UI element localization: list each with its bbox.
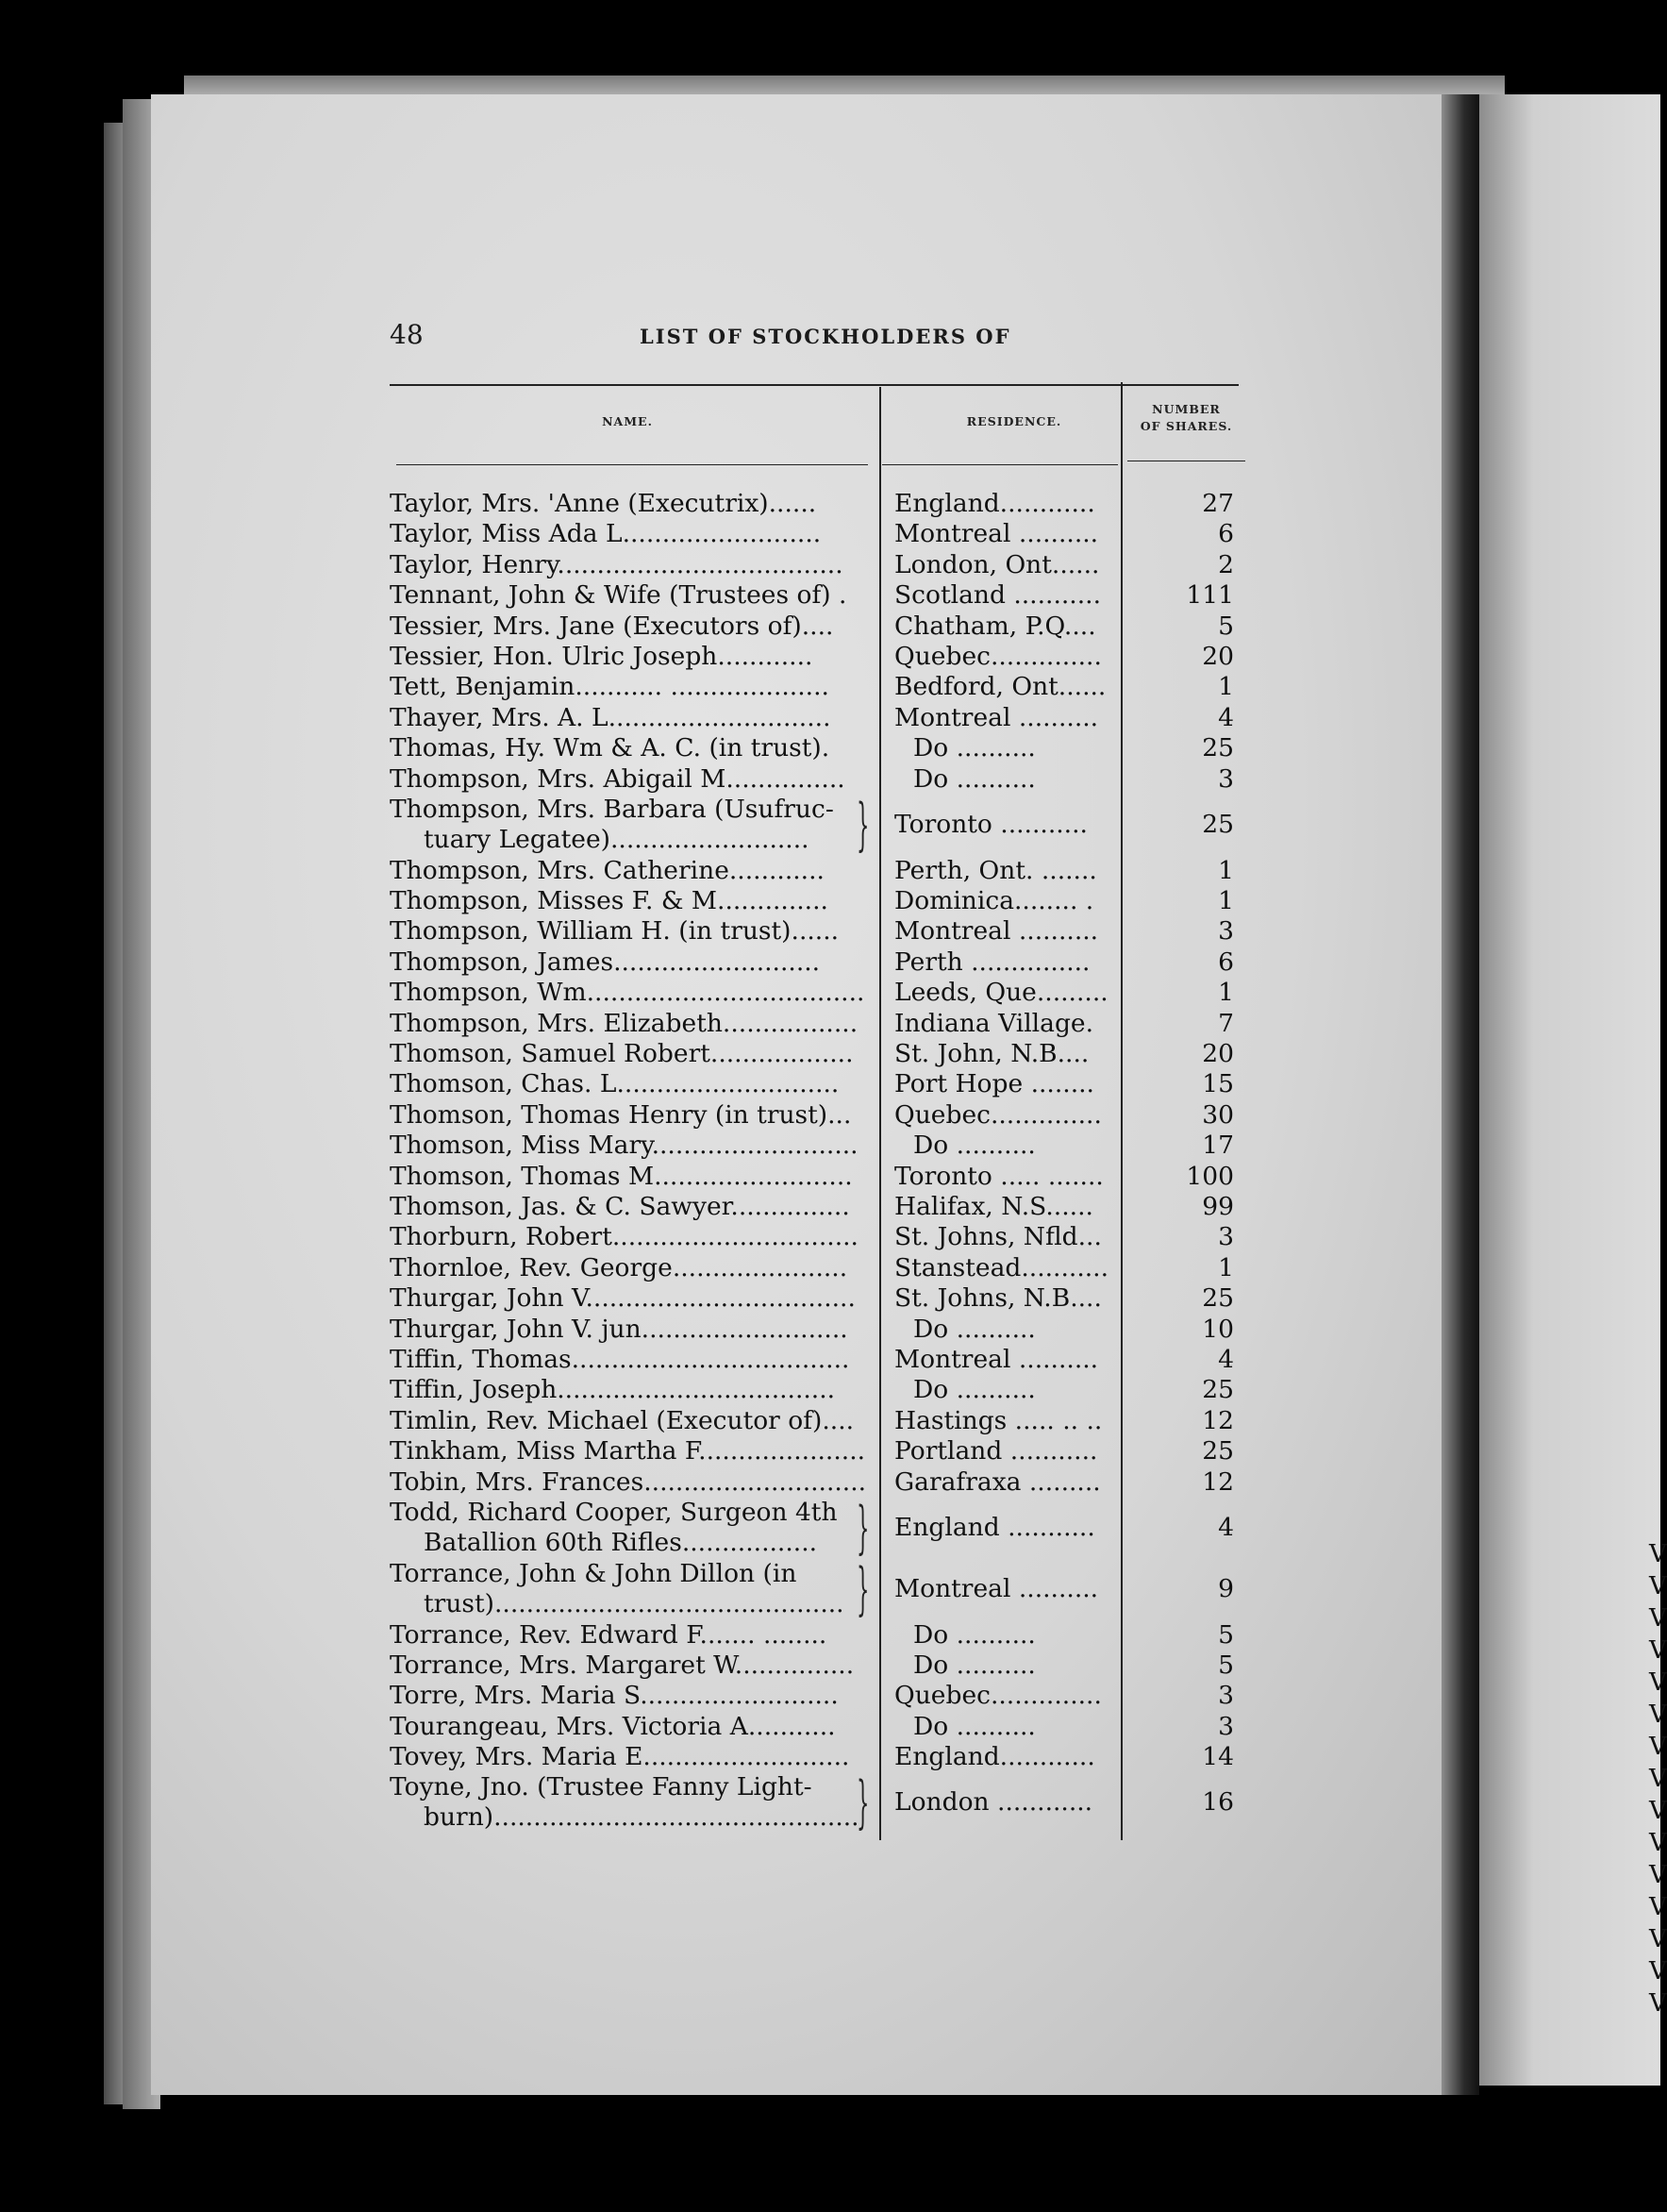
- stockholder-name-line1: Tobin, Mrs. Frances............................: [390, 1466, 867, 1497]
- stockholder-name-line1: Thomson, Thomas M.........................: [390, 1161, 853, 1191]
- table-row: [390, 703, 1267, 733]
- stockholder-residence: Portland ...........: [894, 1436, 1098, 1466]
- stockholder-name-line2: burn)..............................................: [424, 1802, 859, 1833]
- stockholder-shares: 4: [1218, 702, 1234, 732]
- stockholder-residence: Do ..........: [913, 1314, 1036, 1344]
- stockholder-residence: Dominica........ .: [894, 886, 1094, 916]
- stockholder-name-line1: Thompson, Mrs. Barbara (Usufruc-: [390, 794, 834, 824]
- stockholder-name-line1: Taylor, Mrs. 'Anne (Executrix)......: [390, 489, 817, 518]
- stockholder-residence: Indiana Village.: [894, 1008, 1094, 1038]
- stockholder-name-line1: Thorburn, Robert...............................: [390, 1222, 859, 1252]
- stockholder-residence: Do ..........: [913, 1131, 1036, 1161]
- stockholder-name: [390, 1039, 875, 1069]
- stockholder-name: [390, 1069, 875, 1099]
- stockholder-name: [390, 1222, 875, 1252]
- stockholder-residence: Do ..........: [913, 1375, 1036, 1405]
- stockholder-name-line1: Thompson, William H. (in trust)......: [390, 916, 840, 947]
- stockholder-residence: London ............: [894, 1787, 1093, 1818]
- stockholder-name: [390, 1769, 875, 1836]
- table-row: [390, 1712, 1267, 1742]
- stockholder-residence: England............: [894, 489, 1095, 518]
- stockholder-name: [390, 1315, 875, 1345]
- stockholder-name-line1: Thomson, Jas. & C. Sawyer...............: [390, 1192, 850, 1221]
- stockholder-residence: Leeds, Que.........: [894, 978, 1109, 1008]
- stockholder-name-line1: Tessier, Mrs. Jane (Executors of)....: [390, 611, 834, 641]
- table-row: [390, 1283, 1267, 1314]
- stockholder-name-line1: Thompson, Mrs. Catherine............: [390, 855, 825, 885]
- table-row: [390, 672, 1267, 702]
- stockholder-residence: Garafraxa .........: [894, 1466, 1101, 1497]
- table-row: [390, 580, 1267, 611]
- stockholder-name: [390, 1406, 875, 1436]
- stockholder-shares: 12: [1202, 1405, 1234, 1435]
- stockholder-name-line1: Tett, Benjamin........... ....................: [390, 672, 829, 702]
- stockholder-shares: 99: [1202, 1192, 1234, 1221]
- stockholder-residence: Chatham, P.Q....: [894, 611, 1096, 641]
- stockholder-name: [390, 489, 875, 519]
- stockholder-name-line1: Tiffin, Thomas...................................: [390, 1344, 850, 1374]
- table-row: [390, 1162, 1267, 1192]
- header-top-rule: [390, 384, 1239, 386]
- running-head: [390, 319, 1239, 357]
- stockholder-name: [390, 519, 875, 549]
- stockholder-name-line1: Taylor, Henry....................................: [390, 549, 843, 579]
- stockholder-name: [390, 1100, 875, 1131]
- table-row: [390, 489, 1267, 519]
- stockholder-shares: 1: [1218, 1252, 1234, 1282]
- stockholder-shares: 17: [1202, 1131, 1234, 1161]
- stockholder-shares: 4: [1218, 1344, 1234, 1374]
- stockholder-shares: 5: [1218, 611, 1234, 641]
- stockholder-shares: 25: [1202, 1436, 1234, 1466]
- table-row: [390, 1192, 1267, 1222]
- table-row: [390, 791, 1267, 858]
- stockholder-shares: 3: [1218, 763, 1234, 794]
- stockholder-residence: Quebec..............: [894, 1681, 1102, 1711]
- stockholder-residence: St. Johns, Nfld...: [894, 1222, 1102, 1252]
- stockholder-shares: 6: [1218, 519, 1234, 549]
- stockholder-residence: England ...........: [894, 1512, 1095, 1542]
- stockholder-name: [390, 916, 875, 947]
- stockholder-residence: Quebec..............: [894, 1099, 1102, 1130]
- column-header-name: NAME.: [602, 414, 653, 428]
- stockholder-name-line1: Torrance, John & John Dillon (in: [390, 1558, 797, 1588]
- stockholder-residence: Stanstead...........: [894, 1252, 1109, 1282]
- stockholder-name: [390, 1681, 875, 1711]
- stockholder-name: [390, 947, 875, 978]
- stockholder-name: [390, 1651, 875, 1681]
- stockholder-residence: Do ..........: [913, 733, 1036, 763]
- stockholder-name: [390, 764, 875, 795]
- table-row: [390, 978, 1267, 1008]
- stockholder-name: [390, 580, 875, 611]
- stockholder-shares: 1: [1218, 886, 1234, 916]
- stockholder-name-line1: Thurgar, John V. jun..........................: [390, 1314, 848, 1344]
- table-row: [390, 916, 1267, 947]
- stockholder-shares: 100: [1186, 1161, 1234, 1191]
- stockholder-name-line1: Todd, Richard Cooper, Surgeon 4th: [390, 1497, 838, 1527]
- stockholder-name: [390, 612, 875, 642]
- book-gutter: [1442, 94, 1479, 2095]
- stockholder-shares: 3: [1218, 1711, 1234, 1741]
- table-row: [390, 1315, 1267, 1345]
- stockholder-shares: 111: [1186, 580, 1234, 611]
- stockholder-name-line2: Batallion 60th Rifles.................: [424, 1527, 818, 1557]
- header-rule-name: [396, 464, 868, 465]
- stockholder-name-line1: Thomson, Samuel Robert..................: [390, 1039, 854, 1069]
- stockholder-name-line1: Thomson, Miss Mary..........................: [390, 1131, 859, 1161]
- stockholder-name: [390, 703, 875, 733]
- stockholder-name-line1: Toyne, Jno. (Trustee Fanny Light-: [390, 1772, 812, 1802]
- stockholder-name: [390, 1742, 875, 1772]
- stockholder-name-line1: Torre, Mrs. Maria S.........................: [390, 1681, 839, 1711]
- table-row: [390, 1069, 1267, 1099]
- table-row: [390, 1406, 1267, 1436]
- stockholder-shares: 25: [1202, 1283, 1234, 1314]
- stockholder-name: [390, 1375, 875, 1405]
- stockholder-name: [390, 672, 875, 702]
- stockholder-residence: Do ..........: [913, 1711, 1036, 1741]
- table-row: [390, 642, 1267, 672]
- stockholder-name-line1: Thurgar, John V..................................: [390, 1283, 856, 1314]
- stockholder-name-line2: trust)............................................: [424, 1588, 844, 1618]
- stockholder-residence: Do ..........: [913, 1619, 1036, 1650]
- stockholder-residence: St. John, N.B....: [894, 1039, 1090, 1069]
- table-row: [390, 612, 1267, 642]
- stockholder-name-line2: tuary Legatee).........................: [424, 824, 809, 854]
- stockholder-residence: Quebec..............: [894, 641, 1102, 671]
- stockholder-name-line1: Tovey, Mrs. Maria E..........................: [390, 1742, 850, 1772]
- column-header-shares-line2: OF SHARES.: [1140, 419, 1233, 433]
- stockholder-name-line1: Thayer, Mrs. A. L............................: [390, 702, 831, 732]
- brace-icon: }: [857, 1555, 870, 1622]
- table-row: [390, 1436, 1267, 1466]
- stockholder-residence: Do ..........: [913, 763, 1036, 794]
- brace-icon: }: [857, 1769, 870, 1836]
- table-row: [390, 519, 1267, 549]
- stockholder-residence: Port Hope ........: [894, 1069, 1094, 1099]
- stockholder-name-line1: Thompson, James..........................: [390, 947, 821, 977]
- stockholder-shares: 3: [1218, 916, 1234, 947]
- stockholder-name-line1: Thornloe, Rev. George......................: [390, 1252, 848, 1282]
- stockholder-name-line1: Tessier, Hon. Ulric Joseph............: [390, 641, 813, 671]
- stockholder-name: [390, 1345, 875, 1375]
- stockholder-name-line1: Tourangeau, Mrs. Victoria A...........: [390, 1711, 836, 1741]
- stockholder-residence: England............: [894, 1742, 1095, 1772]
- stockholder-residence: Montreal ..........: [894, 519, 1099, 549]
- stockholder-name: [390, 1494, 875, 1561]
- stockholder-name: [390, 1620, 875, 1651]
- header-rule-residence: [882, 464, 1118, 465]
- facing-page-marks: V V V V V V V V V V V V V V V: [1649, 1540, 1667, 2018]
- stockholder-shares: 16: [1202, 1787, 1234, 1818]
- table-row: [390, 1131, 1267, 1161]
- stockholder-name-line1: Thompson, Mrs. Abigail M...............: [390, 763, 845, 794]
- stockholder-shares: 5: [1218, 1619, 1234, 1650]
- stockholder-name: [390, 642, 875, 672]
- stockholder-residence: Perth, Ont. .......: [894, 855, 1097, 885]
- stockholder-shares: 6: [1218, 947, 1234, 977]
- table-row: [390, 1651, 1267, 1681]
- stockholder-name: [390, 1712, 875, 1742]
- stockholder-name-line1: Timlin, Rev. Michael (Executor of)....: [390, 1405, 855, 1435]
- table-row: [390, 1039, 1267, 1069]
- table-row: [390, 1345, 1267, 1375]
- table-row: [390, 947, 1267, 978]
- stockholder-residence: Hastings ..... .. ..: [894, 1405, 1103, 1435]
- table-row: [390, 1222, 1267, 1252]
- table-row: [390, 1375, 1267, 1405]
- table-row: [390, 764, 1267, 795]
- brace-icon: }: [857, 1494, 870, 1561]
- page-title: LIST OF STOCKHOLDERS OF: [640, 325, 1011, 348]
- stockholder-residence: Bedford, Ont......: [894, 672, 1107, 702]
- stockholder-name-line1: Thomas, Hy. Wm & A. C. (in trust).: [390, 733, 830, 763]
- stockholder-name-line1: Thompson, Mrs. Elizabeth.................: [390, 1008, 859, 1038]
- table-row: [390, 1555, 1267, 1622]
- table-row: [390, 1494, 1267, 1561]
- table-row: [390, 1742, 1267, 1772]
- table-row: [390, 1620, 1267, 1651]
- facing-page-edge: [1479, 94, 1667, 2086]
- stockholder-name: [390, 1436, 875, 1466]
- stockholder-shares: 1: [1218, 855, 1234, 885]
- stockholder-shares: 3: [1218, 1681, 1234, 1711]
- stockholder-name: [390, 733, 875, 763]
- table-row: [390, 1100, 1267, 1131]
- column-header-shares: [1123, 401, 1250, 435]
- stockholder-residence: Montreal ..........: [894, 916, 1099, 947]
- table-row: [390, 1681, 1267, 1711]
- stockholder-shares: 4: [1218, 1512, 1234, 1542]
- stockholder-shares: 27: [1202, 489, 1234, 518]
- stockholder-name: [390, 791, 875, 858]
- stockholder-name: [390, 1192, 875, 1222]
- stockholder-name-line1: Tiffin, Joseph...................................: [390, 1375, 836, 1405]
- table-row: [390, 1467, 1267, 1498]
- stockholder-shares: 5: [1218, 1650, 1234, 1680]
- table-row: [390, 1009, 1267, 1039]
- stockholder-shares: 30: [1202, 1099, 1234, 1130]
- stockholder-shares: 25: [1202, 1375, 1234, 1405]
- stockholder-shares: 10: [1202, 1314, 1234, 1344]
- stockholder-residence: Montreal ..........: [894, 702, 1099, 732]
- stockholder-shares: 20: [1202, 1039, 1234, 1069]
- brace-icon: }: [857, 791, 870, 858]
- stockholder-name-line1: Tinkham, Miss Martha F.....................: [390, 1436, 866, 1466]
- stockholder-name: [390, 886, 875, 916]
- stockholder-residence: Toronto ...........: [894, 809, 1088, 839]
- stockholder-name-line1: Tennant, John & Wife (Trustees of) .: [390, 580, 847, 611]
- stockholder-residence: Perth ...............: [894, 947, 1091, 977]
- table-row: [390, 856, 1267, 886]
- column-header-residence: RESIDENCE.: [966, 414, 1062, 428]
- stockholder-name: [390, 856, 875, 886]
- stockholder-name: [390, 550, 875, 580]
- stockholder-name-line1: Taylor, Miss Ada L.........................: [390, 519, 822, 549]
- stockholder-residence: London, Ont......: [894, 549, 1100, 579]
- stockholder-shares: 3: [1218, 1222, 1234, 1252]
- stockholder-name: [390, 1253, 875, 1283]
- stockholder-shares: 25: [1202, 809, 1234, 839]
- stockholder-name-line1: Thomson, Thomas Henry (in trust)...: [390, 1099, 852, 1130]
- column-header-shares-line1: NUMBER: [1152, 402, 1221, 416]
- stockholder-name-line1: Thomson, Chas. L............................: [390, 1069, 840, 1099]
- stockholder-name: [390, 1283, 875, 1314]
- stockholder-list: [390, 489, 1267, 1834]
- stockholder-shares: 2: [1218, 549, 1234, 579]
- stockholder-name: [390, 1131, 875, 1161]
- table-row: [390, 1769, 1267, 1836]
- table-row: [390, 1253, 1267, 1283]
- stockholder-name-line1: Torrance, Mrs. Margaret W...............: [390, 1650, 855, 1680]
- stockholder-name: [390, 1555, 875, 1622]
- stockholder-shares: 7: [1218, 1008, 1234, 1038]
- table-row: [390, 550, 1267, 580]
- stockholder-name: [390, 1162, 875, 1192]
- page-number: 48: [390, 319, 424, 350]
- stockholder-residence: St. Johns, N.B....: [894, 1283, 1102, 1314]
- stockholder-residence: Montreal ..........: [894, 1344, 1099, 1374]
- stockholder-shares: 25: [1202, 733, 1234, 763]
- table-row: [390, 733, 1267, 763]
- stockholder-shares: 9: [1218, 1573, 1234, 1603]
- stockholder-name: [390, 1009, 875, 1039]
- stockholder-residence: Do ..........: [913, 1650, 1036, 1680]
- stockholder-shares: 1: [1218, 672, 1234, 702]
- table-row: [390, 886, 1267, 916]
- stockholder-residence: Toronto ..... .......: [894, 1161, 1104, 1191]
- stockholder-residence: Montreal ..........: [894, 1573, 1099, 1603]
- stockholder-residence: Scotland ...........: [894, 580, 1101, 611]
- stockholder-name: [390, 978, 875, 1008]
- stockholder-shares: 15: [1202, 1069, 1234, 1099]
- stockholder-name-line1: Torrance, Rev. Edward F....... ........: [390, 1619, 827, 1650]
- stockholder-residence: Halifax, N.S......: [894, 1192, 1093, 1221]
- stockholder-shares: 14: [1202, 1742, 1234, 1772]
- stockholder-name-line1: Thompson, Wm...................................: [390, 978, 865, 1008]
- stockholder-shares: 12: [1202, 1466, 1234, 1497]
- stockholder-name-line1: Thompson, Misses F. & M..............: [390, 886, 828, 916]
- stockholder-name: [390, 1467, 875, 1498]
- stockholder-shares: 20: [1202, 641, 1234, 671]
- stockholder-shares: 1: [1218, 978, 1234, 1008]
